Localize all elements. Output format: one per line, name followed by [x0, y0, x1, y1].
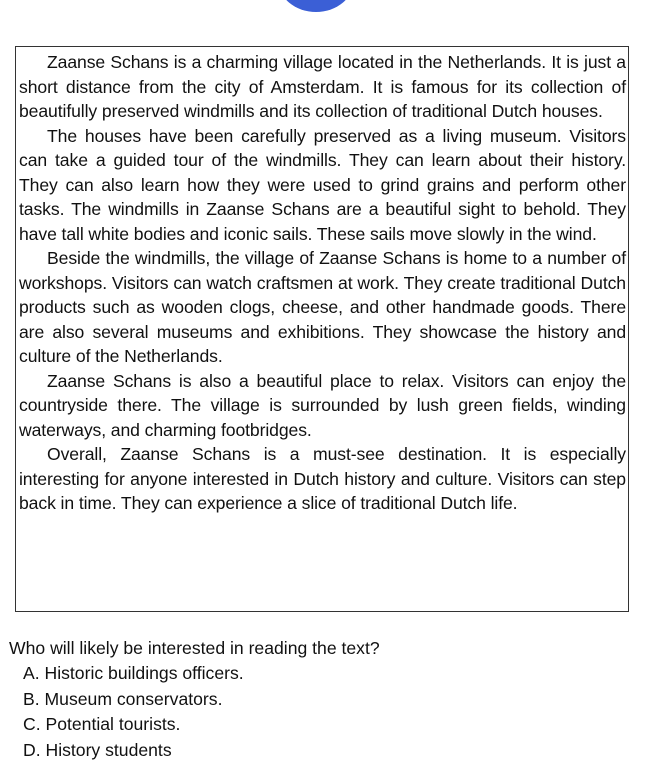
passage-paragraph-1: Zaanse Schans is a charming village located in the Netherlands. It is just a short distance from the city of Amsterdam. It is famous for its collection of beautifully preserved windmills and its collection of traditional Dutch houses.: [19, 52, 626, 121]
question-text: Who will likely be interested in reading the text?: [9, 638, 380, 658]
passage-paragraph-4: Zaanse Schans is also a beautiful place to relax. Visitors can enjoy the countryside there. The village is surrounded by lush green fields, winding waterways, and charming footbridges.: [19, 370, 626, 440]
question-block: [9, 636, 629, 763]
option-c[interactable]: C. Potential tourists.: [23, 714, 181, 734]
reading-passage: [15, 46, 629, 612]
passage-paragraph-3: Beside the windmills, the village of Zaanse Schans is home to a number of workshops. Visitors can watch craftsmen at work. They create traditional Dutch products such as wooden clogs, cheese, and other handmade goods. There are also several museums and exhibitions. They showcase the history and culture of the Netherlands.: [19, 248, 626, 366]
answer-options: [9, 661, 629, 763]
top-circle-shape: [278, 0, 354, 12]
option-d[interactable]: D. History students: [23, 739, 172, 760]
passage-paragraph-5: Overall, Zaanse Schans is a must-see destination. It is especially interesting for anyone interested in Dutch history and culture. Visitors can step back in time. They can experience a slice of traditional Dutch life.: [19, 444, 626, 513]
passage-paragraph-2: The houses have been carefully preserved as a living museum. Visitors can take a guided tour of the windmills. They can learn about their history. They can also learn how they were used to grind grains and perform other tasks. The windmills in Zaanse Schans are a beautiful sight to behold. They have tall white bodies and iconic sails. These sails move slowly in the wind.: [19, 125, 626, 244]
option-b[interactable]: B. Museum conservators.: [23, 688, 223, 709]
option-a[interactable]: A. Historic buildings officers.: [23, 663, 244, 683]
